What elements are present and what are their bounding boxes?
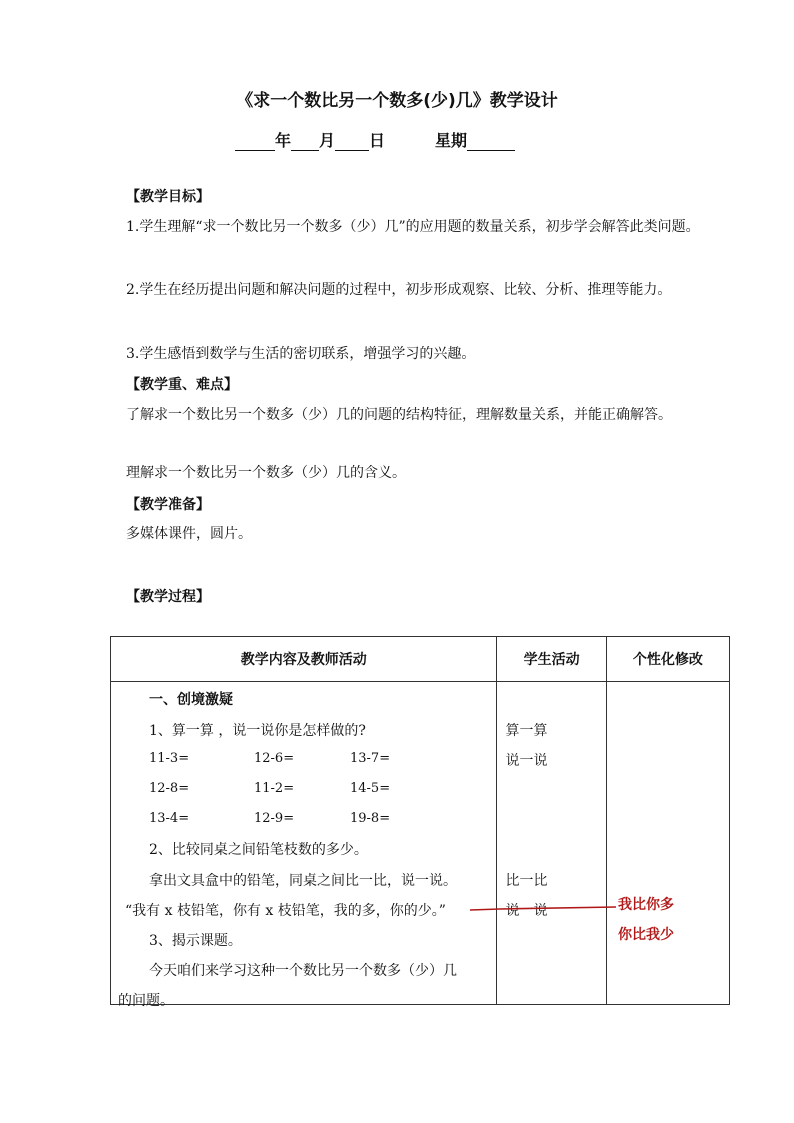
- goal-3: 3.学生感悟到数学与生活的密切联系，增强学习的兴趣。: [126, 346, 476, 362]
- equation: 14-5=: [350, 781, 391, 796]
- equation: 11-2=: [254, 781, 295, 796]
- key-point-2: 理解求一个数比另一个数多（少）几的含义。: [126, 465, 406, 481]
- equation: 13-7=: [350, 751, 391, 766]
- student-cell: [497, 682, 606, 1005]
- prep-text: 多媒体课件，圆片。: [126, 526, 252, 542]
- equation: 12-6=: [254, 751, 295, 766]
- goal-1: 1.学生理解“求一个数比另一个数多（少）几”的应用题的数量关系，初步学会解答此类问题。: [126, 219, 700, 235]
- item-1: 1、算一算 ，说一说你是怎样做的?: [149, 723, 366, 739]
- equation: 12-9=: [254, 811, 295, 826]
- weekday-blank[interactable]: [467, 132, 515, 151]
- item-2-detail: 拿出文具盒中的铅笔，同桌之间比一比，说一说。: [149, 873, 457, 889]
- day-label: 日: [369, 131, 386, 150]
- header-content: 教学内容及教师活动: [111, 637, 497, 682]
- equation: 13-4=: [149, 811, 190, 826]
- table-row: [111, 682, 730, 1005]
- quote-line: “我有 x 枝铅笔，你有 x 枝铅笔，我的多，你的少。”: [125, 903, 446, 919]
- student-activity: 算一算: [505, 723, 548, 739]
- content-cell: [111, 682, 497, 1009]
- year-label: 年: [275, 131, 292, 150]
- table-header-row: [111, 637, 730, 682]
- equation: 11-3=: [149, 751, 190, 766]
- handwritten-note: 我比你多: [618, 897, 674, 913]
- month-label: 月: [319, 131, 336, 150]
- equation: 12-8=: [149, 781, 190, 796]
- key-heading: 【教学重、难点】: [126, 377, 238, 393]
- header-student: 学生活动: [497, 637, 606, 682]
- key-point-1: 了解求一个数比另一个数多（少）几的问题的结构特征，理解数量关系，并能正确解答。: [126, 407, 672, 423]
- date-line: [235, 128, 515, 151]
- goals-heading: 【教学目标】: [126, 189, 210, 205]
- item-3-detail: 今天咱们来学习这种一个数比另一个数多（少）几: [149, 963, 457, 979]
- item-3-detail-cont: 的问题。: [118, 993, 174, 1009]
- equation: 19-8=: [350, 811, 391, 826]
- handwritten-note: 你比我少: [618, 927, 674, 943]
- student-activity: 比一比: [505, 873, 548, 889]
- student-activity: 说一说: [505, 903, 548, 919]
- page-title: 《求一个数比另一个数多(少)几》教学设计: [236, 91, 558, 111]
- section-title: 一、创境激疑: [149, 692, 233, 708]
- month-blank[interactable]: [291, 132, 319, 151]
- process-heading: 【教学过程】: [126, 589, 210, 605]
- item-2: 2、比较同桌之间铅笔枝数的多少。: [149, 842, 368, 858]
- revision-cell: [606, 682, 729, 1005]
- header-revision: 个性化修改: [606, 637, 729, 682]
- weekday-label: 星期: [435, 131, 468, 150]
- lesson-table: [110, 636, 730, 1009]
- student-activity: 说一说: [505, 753, 548, 769]
- item-3: 3、揭示课题。: [149, 933, 242, 949]
- year-blank[interactable]: [235, 132, 275, 151]
- day-blank[interactable]: [335, 132, 369, 151]
- prep-heading: 【教学准备】: [126, 497, 210, 513]
- goal-2: 2.学生在经历提出问题和解决问题的过程中，初步形成观察、比较、分析、推理等能力。: [126, 282, 672, 298]
